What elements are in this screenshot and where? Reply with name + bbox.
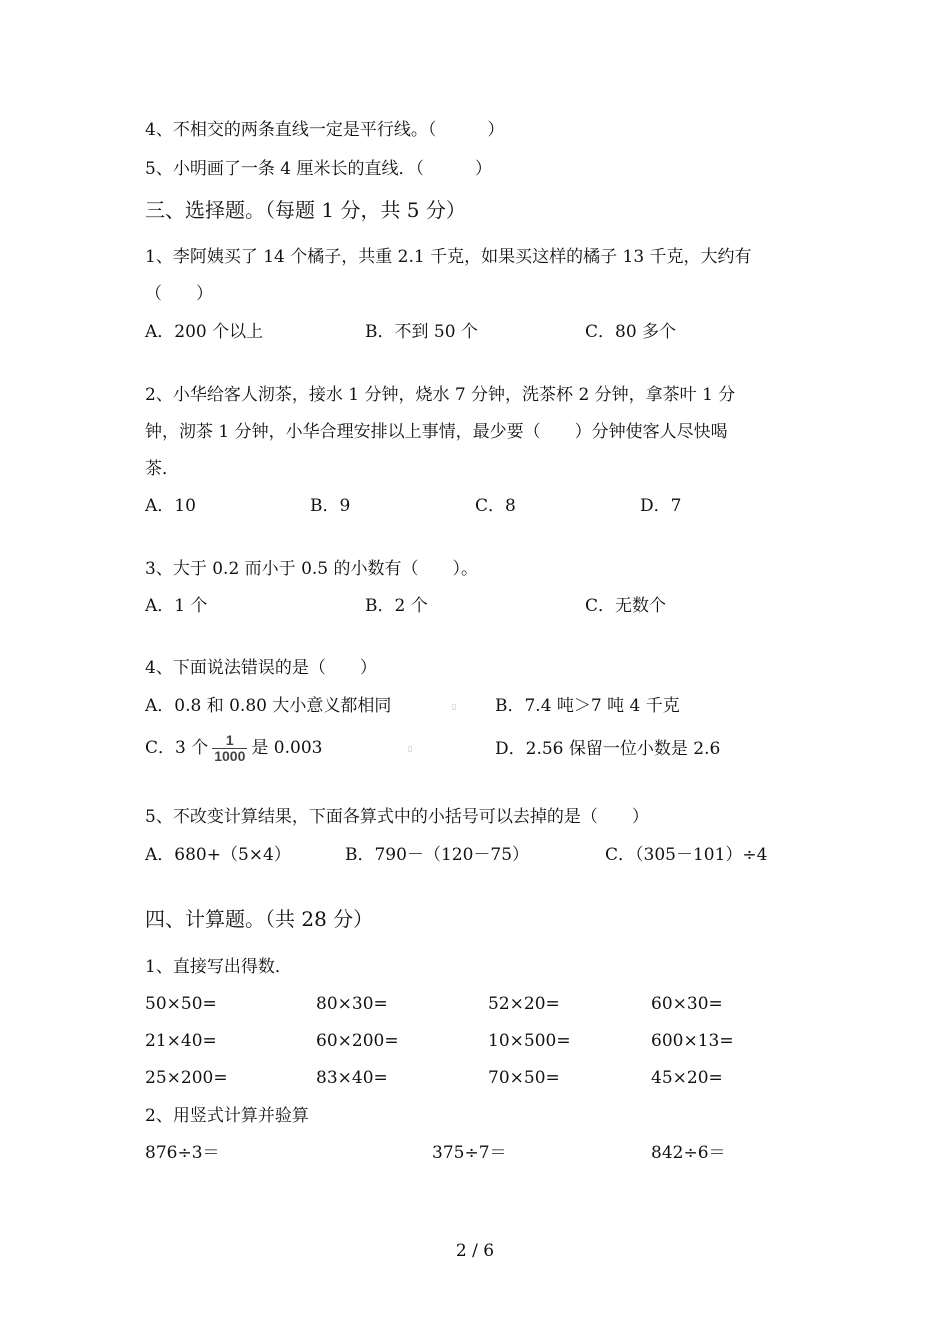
choice-q1-option-b: B．不到 50 个 xyxy=(365,322,478,342)
choice-q2-line1: 2、小华给客人沏茶，接水 1 分钟，烧水 7 分钟，洗茶杯 2 分钟，拿茶叶 1 分 xyxy=(145,385,736,405)
choice-q2-line2: 钟，沏茶 1 分钟，小华合理安排以上事情，最少要（ ）分钟使客人尽快喝 xyxy=(145,422,728,442)
vertical-calc-item: 842÷6＝ xyxy=(651,1143,726,1163)
choice-q3-option-a: A．1 个 xyxy=(145,596,208,616)
calc-cell: 80×30= xyxy=(316,994,388,1014)
calc-cell: 600×13= xyxy=(651,1031,734,1051)
choice-q4-line1: 4、下面说法错误的是（ ） xyxy=(145,658,377,678)
choice-q5-option-a: A．680+（5×4） xyxy=(145,845,291,865)
choice-q1-line2: （ ） xyxy=(145,284,213,304)
choice-q5-option-b: B．790－（120－75） xyxy=(345,845,530,865)
choice-q2-option-b: B．9 xyxy=(310,496,351,516)
choice-q2-option-a: A．10 xyxy=(145,496,196,516)
choice-q2-line3: 茶． xyxy=(145,459,179,479)
judge-item-4: 4、不相交的两条直线一定是平行线。（ ） xyxy=(145,120,505,140)
calc-cell: 83×40= xyxy=(316,1068,388,1088)
choice-q3-line1: 3、大于 0.2 而小于 0.5 的小数有（ ）。 xyxy=(145,559,479,579)
choice-q2-option-c: C．8 xyxy=(475,496,516,516)
choice-q3-option-c: C．无数个 xyxy=(585,596,667,616)
choice-q4-option-c-prefix: C．3 个 xyxy=(145,738,209,758)
calc-cell: 50×50= xyxy=(145,994,217,1014)
choice-q5-option-c: C．（305－101）÷4 xyxy=(605,845,768,865)
scan-mark: ▯ xyxy=(408,744,413,753)
calc-cell: 25×200= xyxy=(145,1068,228,1088)
section-heading-calc: 四、计算题。（共 28 分） xyxy=(145,907,374,931)
choice-q5-line1: 5、不改变计算结果，下面各算式中的小括号可以去掉的是（ ） xyxy=(145,807,649,827)
fraction-one-thousandth xyxy=(212,733,247,764)
choice-q4-option-c-suffix: 是 0.003 xyxy=(251,738,323,758)
calc-sub1: 1、直接写出得数． xyxy=(145,957,292,977)
judge-item-5: 5、小明画了一条 4 厘米长的直线．（ ） xyxy=(145,159,492,179)
calc-cell: 52×20= xyxy=(488,994,560,1014)
page-number: 2 / 6 xyxy=(455,1241,495,1261)
choice-q4-option-b: B．7.4 吨＞7 吨 4 千克 xyxy=(495,696,680,716)
choice-q4-option-d: D．2.56 保留一位小数是 2.6 xyxy=(495,739,721,759)
choice-q4-option-c xyxy=(145,730,322,766)
calc-cell: 60×30= xyxy=(651,994,723,1014)
fraction-denominator: 1000 xyxy=(214,748,246,764)
calc-sub2: 2、用竖式计算并验算 xyxy=(145,1106,309,1126)
calc-cell: 45×20= xyxy=(651,1068,723,1088)
calc-cell: 21×40= xyxy=(145,1031,217,1051)
section-heading-choice: 三、选择题。（每题 1 分，共 5 分） xyxy=(145,198,466,222)
vertical-calc-item: 876÷3＝ xyxy=(145,1143,220,1163)
scan-mark: ▯ xyxy=(452,702,457,711)
choice-q1-option-c: C．80 多个 xyxy=(585,322,677,342)
calc-cell: 70×50= xyxy=(488,1068,560,1088)
calc-cell: 60×200= xyxy=(316,1031,399,1051)
choice-q2-option-d: D．7 xyxy=(640,496,682,516)
choice-q1-line1: 1、李阿姨买了 14 个橘子，共重 2.1 千克，如果买这样的橘子 13 千克，大约有 xyxy=(145,247,752,267)
choice-q3-option-b: B．2 个 xyxy=(365,596,428,616)
fraction-numerator: 1 xyxy=(225,732,234,748)
choice-q1-option-a: A．200 个以上 xyxy=(145,322,264,342)
vertical-calc-item: 375÷7＝ xyxy=(432,1143,507,1163)
calc-cell: 10×500= xyxy=(488,1031,571,1051)
choice-q4-option-a: A．0.8 和 0.80 大小意义都相同 xyxy=(145,696,392,716)
